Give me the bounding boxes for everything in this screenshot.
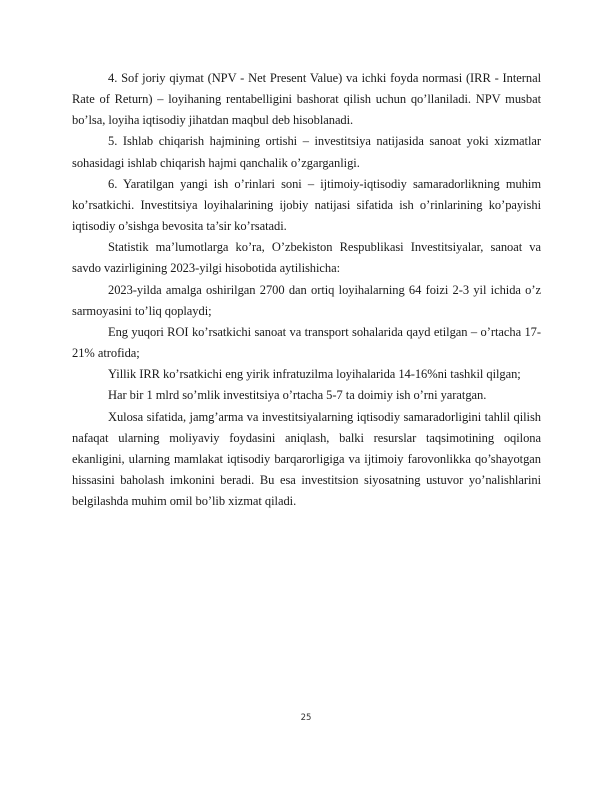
paragraph-roi: Eng yuqori ROI ko’rsatkichi sanoat va transport sohalarida qayd etilgan – o’rtacha 17-21% atrofida; bbox=[72, 324, 541, 361]
paragraph-conclusion: Xulosa sifatida, jamg’arma va investitsiyalarning iqtisodiy samaradorligini tahlil qilish nafaqat ularning moliyaviy foydasini aniqlash, balki resurslar taqsimotining oqilona ekanligini, ularning mamlakat iqtisodiy barqarorligiga va ijtimoiy farovonlikka qo’shayotgan hissasini baholash imkonini beradi. Bu esa investitsion siyosatning ustuvor yo’nalishlarini belgilashda muhim omil bo’lib xizmat qiladi. bbox=[72, 409, 541, 509]
page-number: 25 bbox=[300, 713, 312, 723]
paragraph-production-volume: 5. Ishlab chiqarish hajmining ortishi – investitsiya natijasida sanoat yoki xizmatlar sohasidagi ishlab chiqarish hajmi qanchalik o’zgarganligi. bbox=[72, 134, 541, 170]
paragraph-new-jobs: 6. Yaratilgan yangi ish o’rinlari soni – ijtimoiy-iqtisodiy samaradorlikning muhim ko’rsatkichi. Investitsiya loyihalarining ijobiy natijasi sifatida ish o’rinlarining ko’payishi iqtisodiy o’sishga bevosita ta’sir ko’rsatadi. bbox=[72, 176, 541, 234]
paragraph-irr: Yillik IRR ko’rsatkichi eng yirik infratuzilma loyihalarida 14-16%ni tashkil qilgan; bbox=[108, 367, 521, 382]
paragraph-statistics-intro: Statistik ma’lumotlarga ko’ra, O’zbekiston Respublikasi Investitsiyalar, sanoat va savdo vazirligining 2023-yilgi hisobotida aytilishicha: bbox=[72, 240, 541, 276]
document-body bbox=[72, 68, 541, 512]
paragraph-npv-irr: 4. Sof joriy qiymat (NPV - Net Present Value) va ichki foyda normasi (IRR - Internal Rate of Return) – loyihaning rentabelligini bashorat qilish uchun qo’llaniladi. NPV musbat bo’lsa, loyiha iqtisodiy jihatdan maqbul deb hisoblanadi. bbox=[72, 71, 541, 128]
paragraph-payback-projects: 2023-yilda amalga oshirilgan 2700 dan ortiq loyihalarning 64 foizi 2-3 yil ichida o’z sarmoyasini to’liq qoplaydi; bbox=[72, 282, 541, 318]
paragraph-jobs-per-billion: Har bir 1 mlrd so’mlik investitsiya o’rtacha 5-7 ta doimiy ish o’rni yaratgan. bbox=[108, 388, 487, 403]
